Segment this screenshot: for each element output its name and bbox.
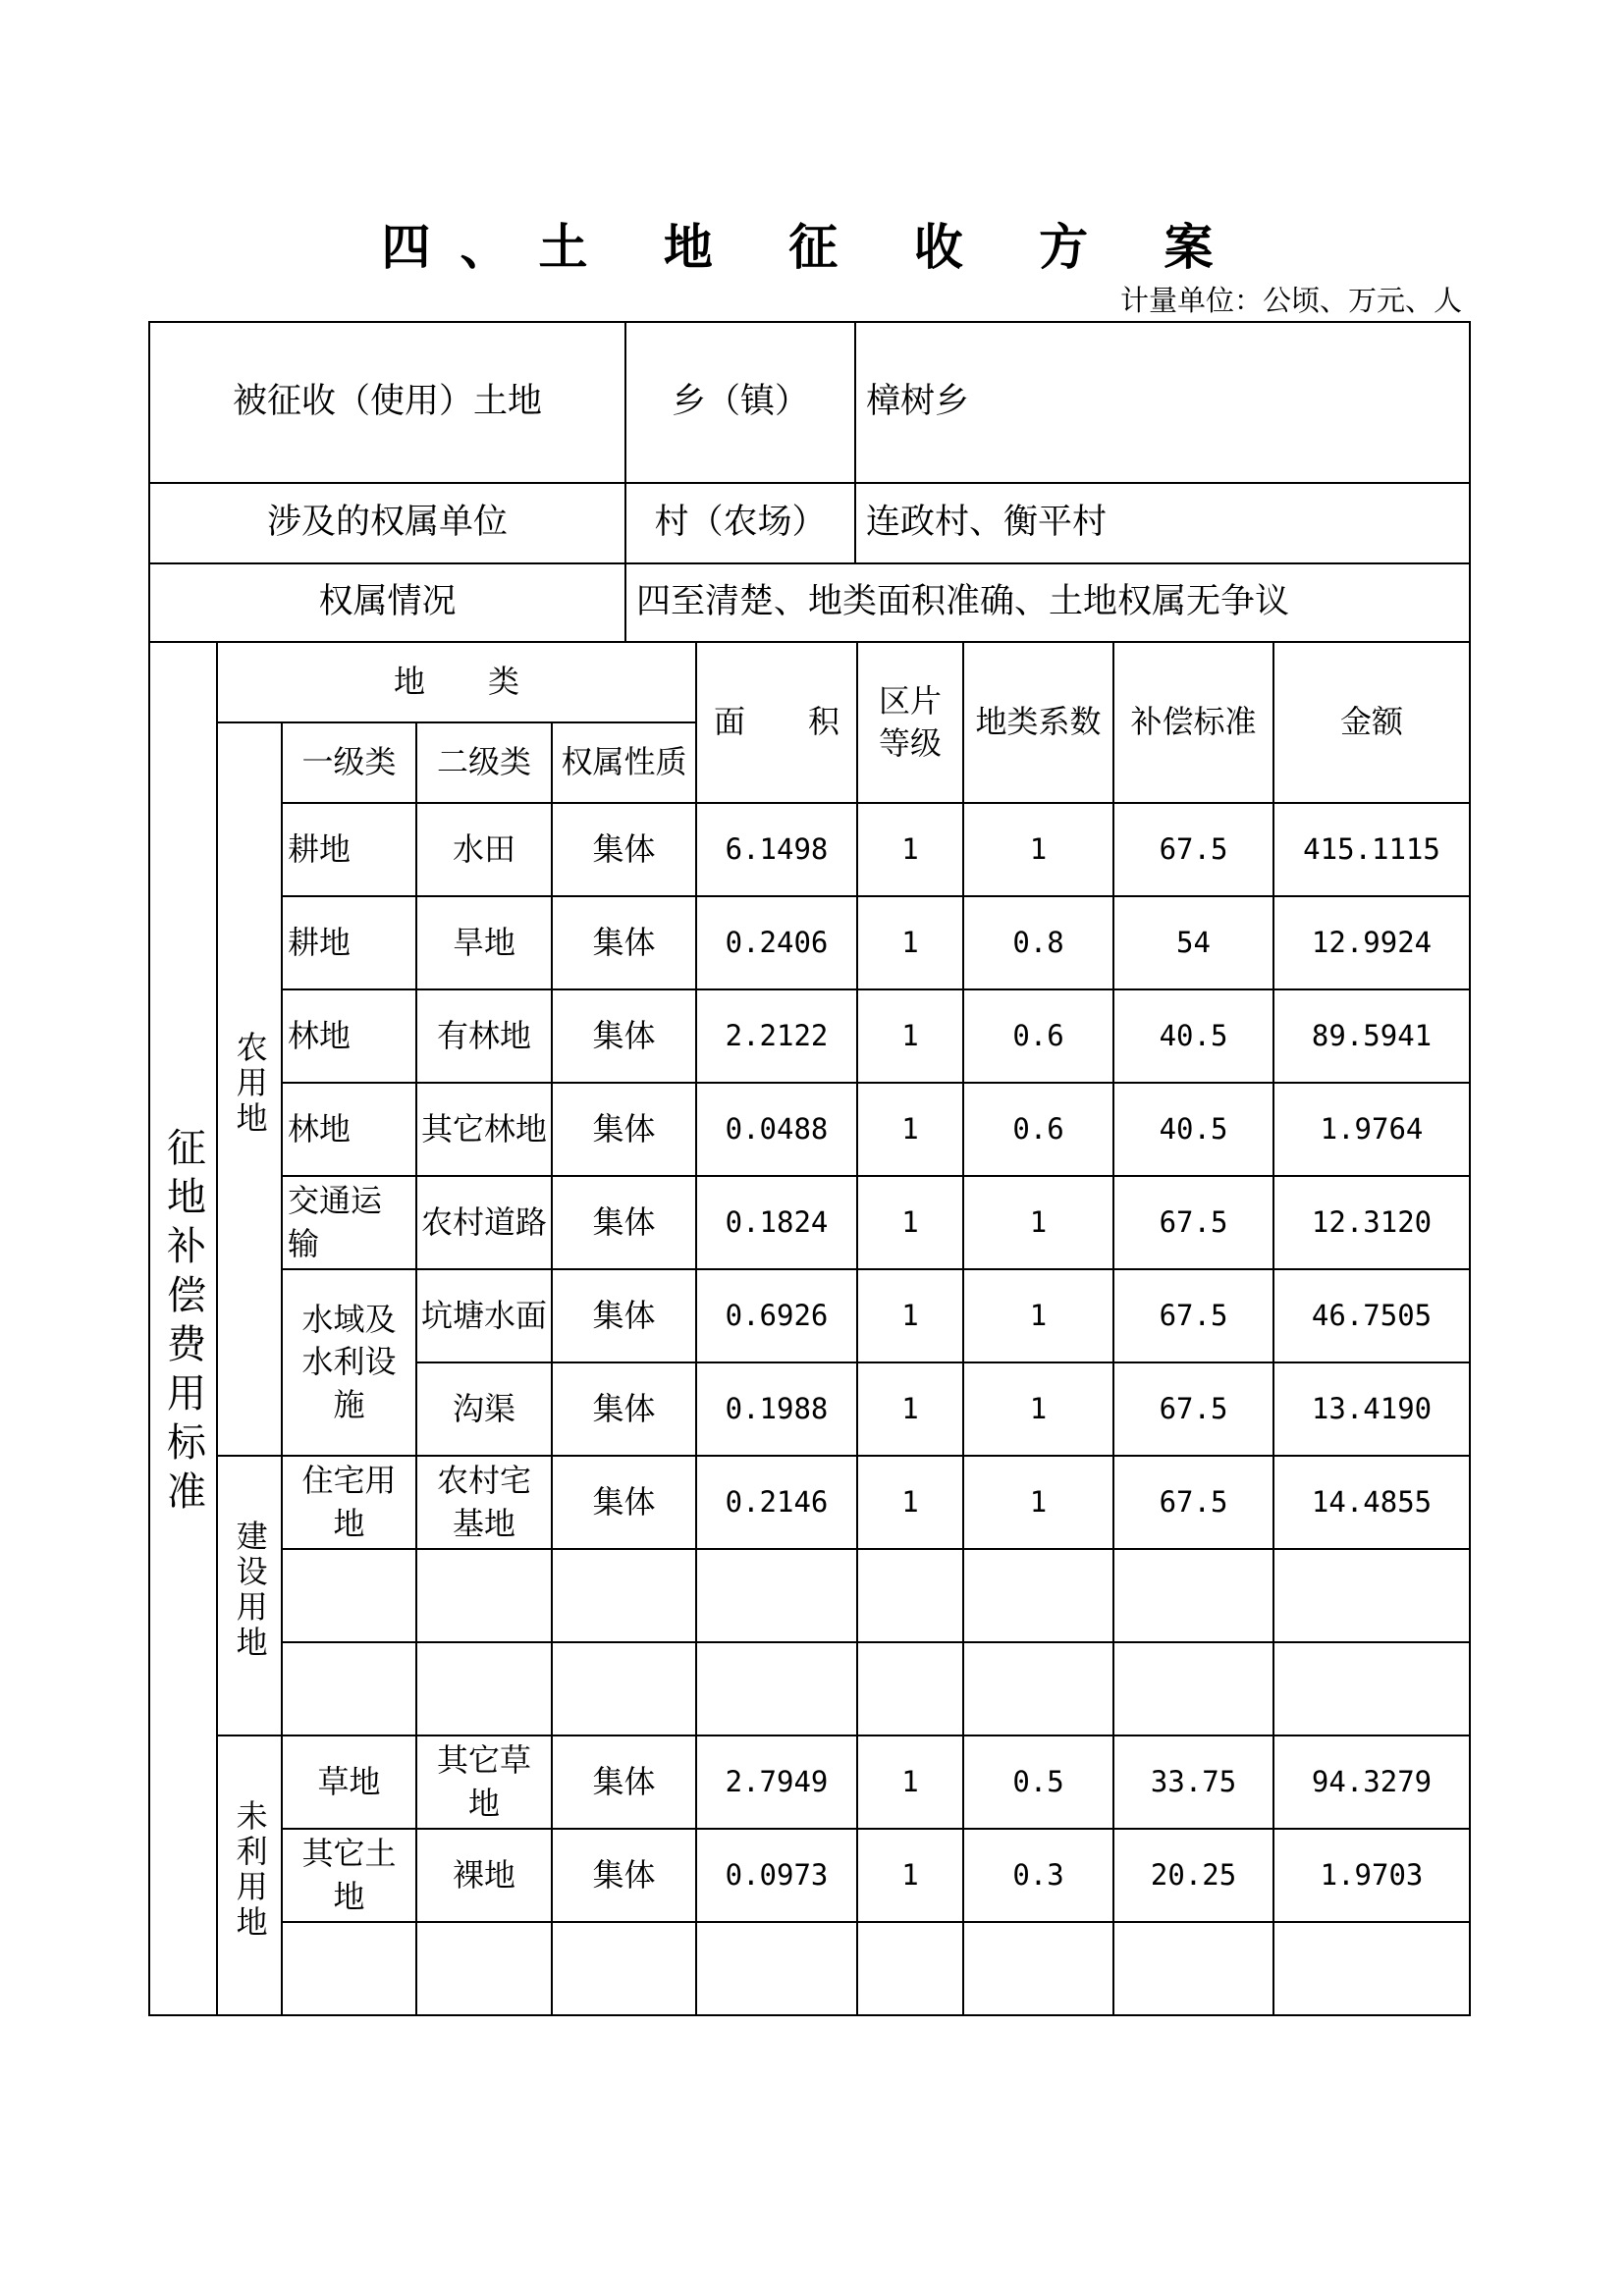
zone-cell: 1 <box>857 989 963 1083</box>
standard-cell: 67.5 <box>1113 1269 1273 1362</box>
ownership-label: 权属情况 <box>149 563 625 642</box>
area-cell: 2.7949 <box>696 1735 857 1829</box>
table-row <box>149 1922 1470 2015</box>
area-cell: 0.1988 <box>696 1362 857 1456</box>
level2-header: 二级类 <box>416 722 552 803</box>
standard-cell: 33.75 <box>1113 1735 1273 1829</box>
amount-cell: 415.1115 <box>1273 803 1470 896</box>
area-cell: 2.2122 <box>696 989 857 1083</box>
standard-cell: 20.25 <box>1113 1829 1273 1922</box>
ownership-table <box>148 321 1471 643</box>
coef-cell: 1 <box>963 1269 1113 1362</box>
zone-cell: 1 <box>857 1083 963 1176</box>
amount-cell: 13.4190 <box>1273 1362 1470 1456</box>
owner-label-1: 被征收（使用）土地 <box>149 322 625 483</box>
level1-cell: 草地 <box>282 1735 416 1829</box>
area-cell: 0.6926 <box>696 1269 857 1362</box>
zone-cell: 1 <box>857 1176 963 1269</box>
level1-cell: 林地 <box>282 1083 416 1176</box>
level2-cell: 农村宅基地 <box>416 1456 552 1549</box>
table-row <box>149 1269 1470 1362</box>
coef-cell: 1 <box>963 803 1113 896</box>
township-value: 樟树乡 <box>855 322 1470 483</box>
group-unused: 未利用地 <box>217 1735 282 2015</box>
ownership-cell: 集体 <box>552 989 696 1083</box>
table-row <box>149 1456 1470 1549</box>
area-cell: 0.0973 <box>696 1829 857 1922</box>
ownership-cell: 集体 <box>552 1269 696 1362</box>
ownership-header: 权属性质 <box>552 722 696 803</box>
level2-cell: 坑塘水面 <box>416 1269 552 1362</box>
standard-cell: 67.5 <box>1113 803 1273 896</box>
coef-cell: 1 <box>963 1362 1113 1456</box>
ownership-value: 四至清楚、地类面积准确、土地权属无争议 <box>625 563 1470 642</box>
table-row <box>149 1083 1470 1176</box>
village-label: 村（农场） <box>625 483 855 563</box>
zone-cell: 1 <box>857 803 963 896</box>
level2-cell: 农村道路 <box>416 1176 552 1269</box>
ownership-cell: 集体 <box>552 1083 696 1176</box>
level2-cell: 沟渠 <box>416 1362 552 1456</box>
standard-cell: 67.5 <box>1113 1176 1273 1269</box>
zone-cell: 1 <box>857 896 963 989</box>
amount-cell: 46.7505 <box>1273 1269 1470 1362</box>
level1-cell: 住宅用地 <box>282 1456 416 1549</box>
level1-cell: 耕地 <box>282 896 416 989</box>
level1-cell: 林地 <box>282 989 416 1083</box>
compensation-table <box>148 641 1471 2016</box>
coef-cell: 1 <box>963 1176 1113 1269</box>
table-row <box>149 1549 1470 1642</box>
table-row <box>149 989 1470 1083</box>
coef-cell: 0.3 <box>963 1829 1113 1922</box>
zone-cell: 1 <box>857 1829 963 1922</box>
ownership-cell: 集体 <box>552 1456 696 1549</box>
level2-cell: 旱地 <box>416 896 552 989</box>
level2-cell: 其它草地 <box>416 1735 552 1829</box>
table-row <box>149 1829 1470 1922</box>
amount-cell: 12.3120 <box>1273 1176 1470 1269</box>
group-construction: 建设用地 <box>217 1456 282 1735</box>
level2-cell: 有林地 <box>416 989 552 1083</box>
zone-cell: 1 <box>857 1735 963 1829</box>
amount-cell: 94.3279 <box>1273 1735 1470 1829</box>
level1-cell: 水域及水利设施 <box>282 1269 416 1456</box>
ownership-cell: 集体 <box>552 1829 696 1922</box>
ownership-cell: 集体 <box>552 1176 696 1269</box>
table-row <box>149 896 1470 989</box>
coef-cell: 1 <box>963 1456 1113 1549</box>
standard-cell: 54 <box>1113 896 1273 989</box>
level2-cell: 水田 <box>416 803 552 896</box>
standard-cell: 40.5 <box>1113 1083 1273 1176</box>
land-class-header: 地 类 <box>217 642 696 722</box>
amount-cell: 1.9764 <box>1273 1083 1470 1176</box>
coef-cell: 0.8 <box>963 896 1113 989</box>
zone-cell: 1 <box>857 1269 963 1362</box>
area-cell: 0.1824 <box>696 1176 857 1269</box>
zone-cell: 1 <box>857 1456 963 1549</box>
owner-label-2: 涉及的权属单位 <box>149 483 625 563</box>
level1-cell: 其它土地 <box>282 1829 416 1922</box>
ownership-cell: 集体 <box>552 896 696 989</box>
area-header: 面 积 <box>696 642 857 803</box>
table-row <box>149 803 1470 896</box>
village-value: 连政村、衡平村 <box>855 483 1470 563</box>
coef-header: 地类系数 <box>963 642 1113 803</box>
area-cell: 0.0488 <box>696 1083 857 1176</box>
area-cell: 0.2146 <box>696 1456 857 1549</box>
standard-cell: 40.5 <box>1113 989 1273 1083</box>
unit-note: 计量单位：公顷、万元、人 <box>1119 284 1462 317</box>
standard-header: 补偿标准 <box>1113 642 1273 803</box>
group-agri: 农用地 <box>217 722 282 1456</box>
township-label: 乡（镇） <box>625 322 855 483</box>
level1-header: 一级类 <box>282 722 416 803</box>
amount-header: 金额 <box>1273 642 1470 803</box>
area-cell: 6.1498 <box>696 803 857 896</box>
side-label: 征地补偿费用标准 <box>149 642 217 2015</box>
standard-cell: 67.5 <box>1113 1362 1273 1456</box>
standard-cell: 67.5 <box>1113 1456 1273 1549</box>
coef-cell: 0.6 <box>963 989 1113 1083</box>
amount-cell: 1.9703 <box>1273 1829 1470 1922</box>
ownership-cell: 集体 <box>552 803 696 896</box>
level1-cell: 交通运输 <box>282 1176 416 1269</box>
amount-cell: 14.4855 <box>1273 1456 1470 1549</box>
zone-cell: 1 <box>857 1362 963 1456</box>
level2-cell: 其它林地 <box>416 1083 552 1176</box>
area-cell: 0.2406 <box>696 896 857 989</box>
table-row <box>149 1642 1470 1735</box>
level1-cell: 耕地 <box>282 803 416 896</box>
coef-cell: 0.5 <box>963 1735 1113 1829</box>
ownership-cell: 集体 <box>552 1735 696 1829</box>
level2-cell: 裸地 <box>416 1829 552 1922</box>
table-row <box>149 1735 1470 1829</box>
table-row <box>149 1176 1470 1269</box>
zone-header: 区片等级 <box>857 642 963 803</box>
amount-cell: 89.5941 <box>1273 989 1470 1083</box>
page-title: 四、土 地 征 收 方 案 <box>381 219 1243 276</box>
coef-cell: 0.6 <box>963 1083 1113 1176</box>
ownership-cell: 集体 <box>552 1362 696 1456</box>
amount-cell: 12.9924 <box>1273 896 1470 989</box>
